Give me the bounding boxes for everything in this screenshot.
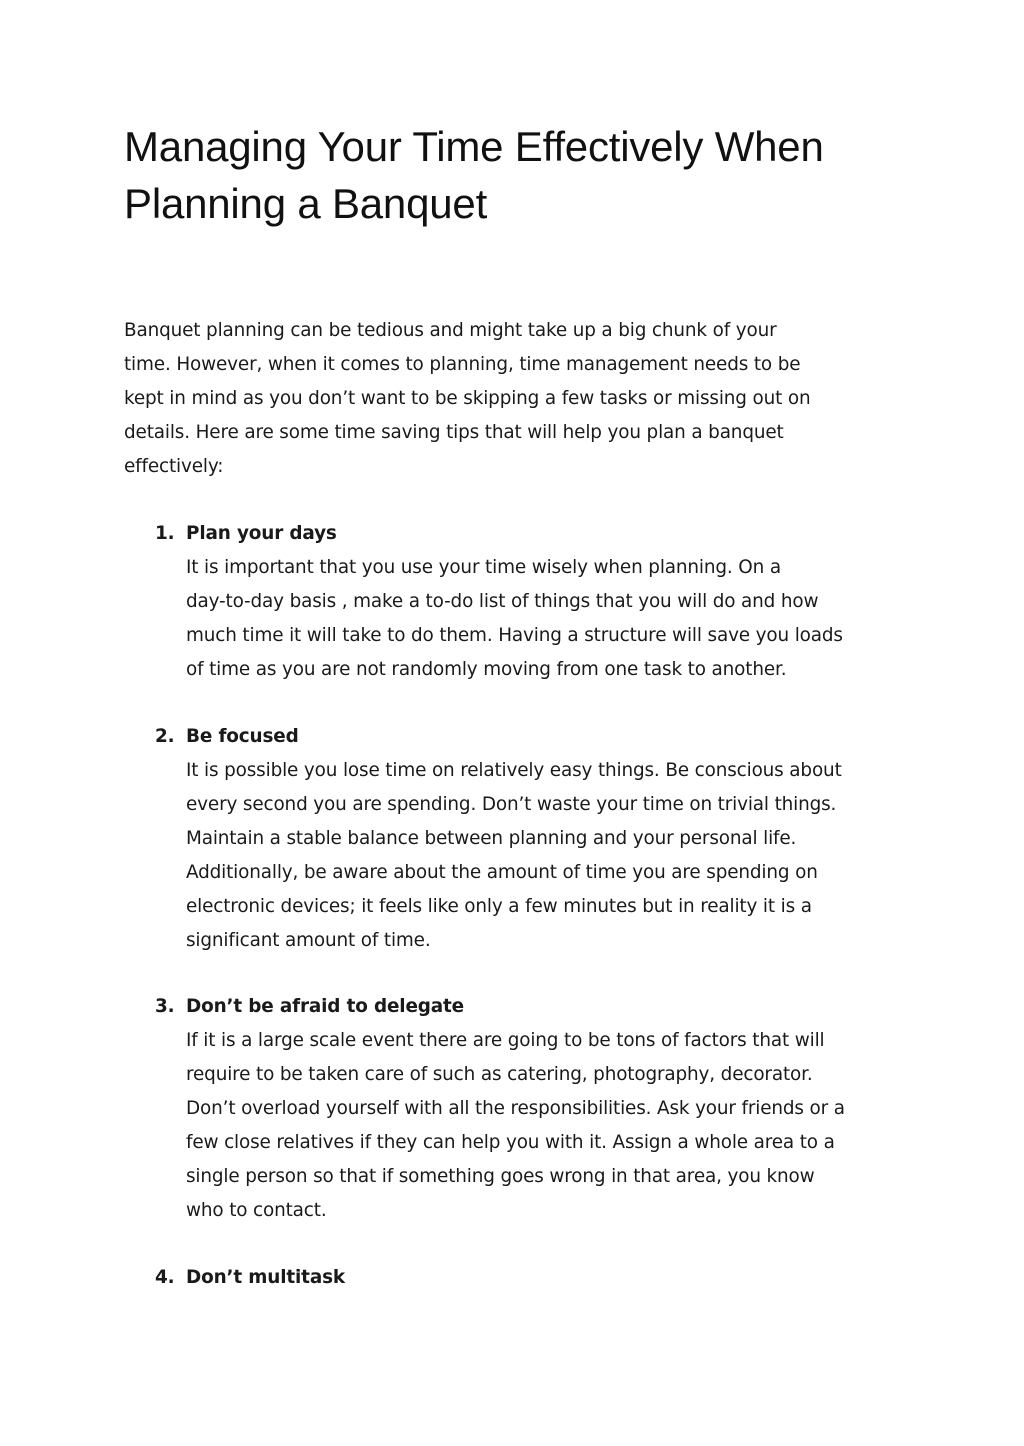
body-line: few close relatives if they can help you with it. Assign a whole area to a bbox=[186, 1132, 835, 1153]
body-line: every second you are spending. Don’t waste your time on trivial things. bbox=[186, 794, 837, 815]
body-line: Don’t overload yourself with all the responsibilities. Ask your friends or a bbox=[186, 1098, 845, 1119]
list-item-number: 3. bbox=[155, 996, 175, 1017]
list-item-heading: Don’t multitask bbox=[186, 1267, 345, 1288]
body-line: of time as you are not randomly moving from one task to another. bbox=[186, 659, 787, 680]
body-line: who to contact. bbox=[186, 1200, 327, 1221]
list-item-body bbox=[186, 1024, 906, 1228]
body-line: day-to-day basis , make a to-do list of things that you will do and how bbox=[186, 591, 819, 612]
list-item-body bbox=[186, 754, 906, 958]
body-line: Additionally, be aware about the amount of time you are spending on bbox=[186, 862, 818, 883]
list-item-body bbox=[186, 551, 906, 687]
intro-line: kept in mind as you don’t want to be skipping a few tasks or missing out on bbox=[124, 388, 811, 409]
body-line: If it is a large scale event there are going to be tons of factors that will bbox=[186, 1030, 825, 1051]
body-line: single person so that if something goes wrong in that area, you know bbox=[186, 1166, 815, 1187]
body-line: require to be taken care of such as catering, photography, decorator. bbox=[186, 1064, 813, 1085]
intro-paragraph bbox=[124, 314, 904, 484]
title-line: Managing Your Time Effectively When bbox=[124, 123, 824, 170]
list-item-heading: Don’t be afraid to delegate bbox=[186, 996, 465, 1017]
intro-line: Banquet planning can be tedious and might take up a big chunk of your bbox=[124, 320, 777, 341]
list-item-heading: Plan your days bbox=[186, 523, 337, 544]
page-title bbox=[124, 118, 924, 232]
list-item-number: 4. bbox=[155, 1267, 175, 1288]
body-line: It is possible you lose time on relatively easy things. Be conscious about bbox=[186, 760, 842, 781]
list-item-number: 2. bbox=[155, 726, 175, 747]
body-line: It is important that you use your time wisely when planning. On a bbox=[186, 557, 781, 578]
intro-line: effectively: bbox=[124, 456, 224, 477]
body-line: Maintain a stable balance between planning and your personal life. bbox=[186, 828, 797, 849]
list-item-heading: Be focused bbox=[186, 726, 299, 747]
body-line: significant amount of time. bbox=[186, 930, 431, 951]
intro-line: time. However, when it comes to planning, time management needs to be bbox=[124, 354, 801, 375]
body-line: much time it will take to do them. Having a structure will save you loads bbox=[186, 625, 843, 646]
body-line: electronic devices; it feels like only a few minutes but in reality it is a bbox=[186, 896, 812, 917]
title-line: Planning a Banquet bbox=[124, 180, 488, 227]
intro-line: details. Here are some time saving tips that will help you plan a banquet bbox=[124, 422, 784, 443]
list-item-number: 1. bbox=[155, 523, 175, 544]
